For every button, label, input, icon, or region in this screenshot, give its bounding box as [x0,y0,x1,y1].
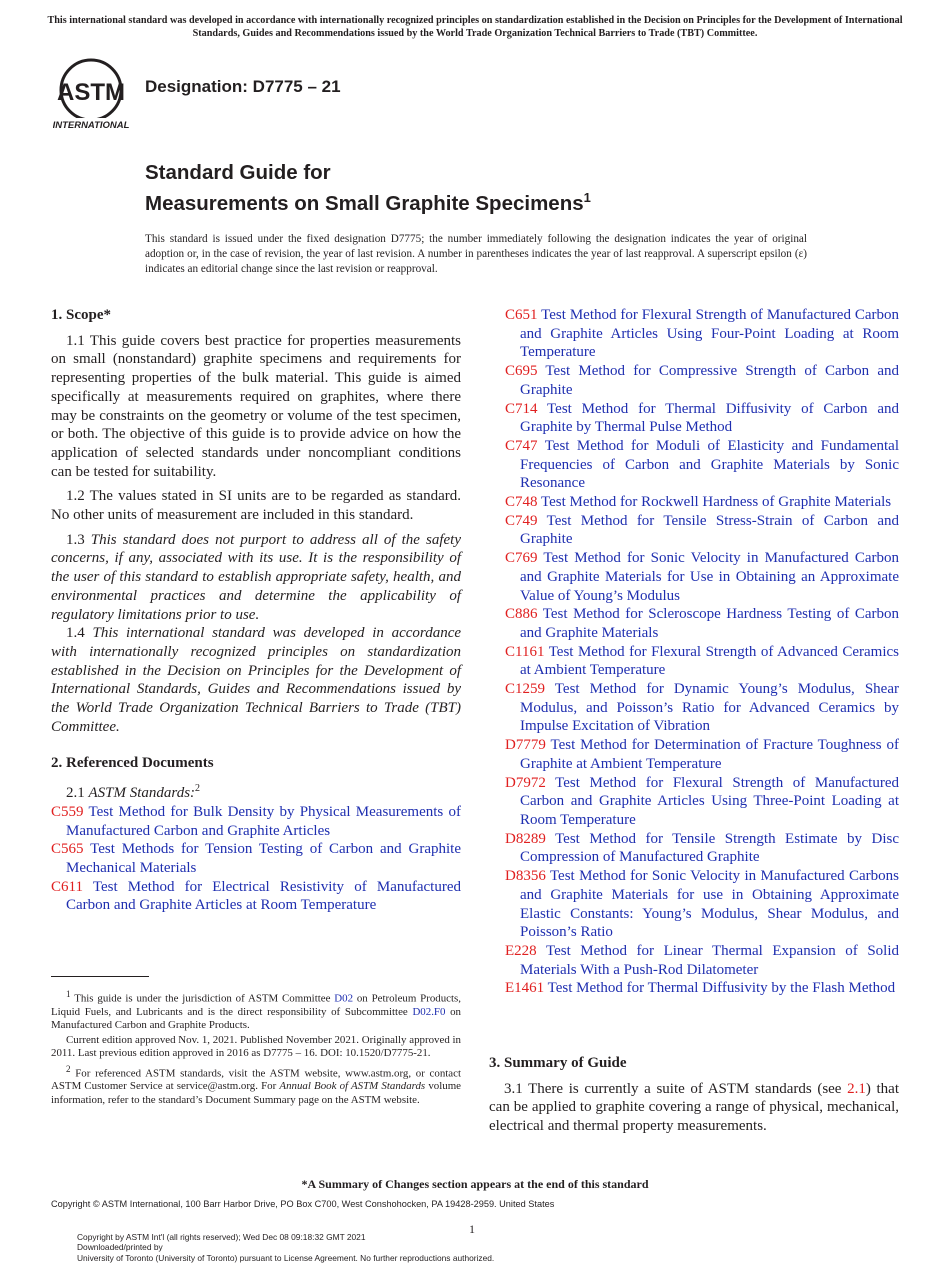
reference-title-link[interactable]: Test Method for Bulk Density by Physical Measurements of Manufactured Carbon and Graphite Articles [66,803,461,839]
reference-code-link[interactable]: C747 [505,437,538,454]
reference-title-link[interactable]: Test Method for Flexural Strength of Manufactured Carbon and Graphite Articles Using Four-Point Loading at Room Temperature [520,307,899,361]
link-d02[interactable]: D02 [334,992,354,1005]
title-line-1: Standard Guide for [145,161,331,184]
footnote-1-text-c: on Manufactured Carbon and Graphite Products. [51,1005,461,1032]
reference-code-link[interactable]: C769 [505,550,538,567]
page-title [145,160,591,216]
scope-1-2: 1.2 The values stated in SI units are to be regarded as standard. No other units of measurement are included in this standard. [51,488,461,524]
referenced-heading: 2. Referenced Documents [51,755,214,772]
reference-code-link[interactable]: D7972 [505,774,546,791]
summary-text-a: 3.1 There is currently a suite of ASTM standards (see [504,1080,848,1097]
reference-item [505,979,899,998]
reference-title-link[interactable]: Test Method for Compressive Strength of Carbon and Graphite [520,363,899,398]
reference-item [505,362,899,399]
copyright-line: Copyright © ASTM International, 100 Barr Harbor Drive, PO Box C700, West Conshohocken, PA 19428-2959. United States [51,1199,555,1209]
reference-item [505,512,899,549]
reference-code-link[interactable]: E1461 [505,980,545,997]
footnote-2 [51,1063,461,1107]
footnotes [51,988,461,1109]
reference-title-link[interactable]: Test Method for Scleroscope Hardness Testing of Carbon and Graphite Materials [520,606,899,641]
footnote-1-text-b: on Petroleum Products, Liquid Fuels, and Lubricants and is the direct responsibility of Subcommittee [51,992,461,1018]
link-d02-f0[interactable]: D02.F0 [412,1005,446,1018]
sub-label: ASTM Standards: [88,785,196,802]
page-number: 1 [469,1222,475,1236]
reference-title-link[interactable]: Test Method for Flexural Strength of Manufactured Carbon and Graphite Articles Using Three-Point Loading at Room Temperature [520,774,899,828]
reference-item [505,680,899,736]
scope-1-3-num: 1.3 [66,531,85,548]
reference-title-link[interactable]: Test Method for Sonic Velocity in Manufactured Carbon and Graphite Materials for Use in Obtaining an Approximate Value of Young’s Modulus [520,550,899,604]
left-column [51,306,461,915]
download-stamp [77,1232,494,1263]
scope-1-3 [51,531,461,625]
reference-code-link[interactable]: C714 [505,400,538,417]
scope-heading: 1. Scope* [51,307,111,323]
footnote-2-text-b: volume information, refer to the standard’s Document Summary page on the ASTM website. [51,1080,461,1106]
reference-title-link[interactable]: Test Method for Tensile Strength Estimate by Disc Compression of Manufactured Graphite [520,830,899,866]
reference-title-link[interactable]: Test Method for Thermal Diffusivity by the Flash Method [547,980,896,997]
reference-code-link[interactable]: C695 [505,363,538,380]
reference-title-link[interactable]: Test Method for Sonic Velocity in Manufactured Carbons and Graphite Materials for use in Obtaining Approximate Elastic Constants: Young’s Modulus, Shear Modulus, and Poisson’s Ratio [520,868,900,941]
footnote-1-text-a: This guide is under the jurisdiction of ASTM Committee [74,992,335,1005]
reference-code-link[interactable]: C748 [505,494,538,511]
right-column [505,306,899,998]
reference-code-link[interactable]: C749 [505,512,538,529]
footnote-2-text-a: For referenced ASTM standards, visit the ASTM website, www.astm.org, or contact ASTM Customer Service at service@astm.org. For [51,1067,461,1093]
footnote-2-italic: Annual Book of ASTM Standards [279,1080,426,1093]
reference-code-link[interactable]: C1259 [505,681,546,698]
reference-item [505,867,899,942]
scope-1-4-text: This international standard was developed in accordance with internationally recognized principles on standardization established in the Decision on Principles for the Development of International Standards, Guides and Recommendations issued by the World Trade Organization Technical Barriers to Trade (TBT) Committee. [51,625,462,735]
reference-item [505,643,899,680]
reference-title-link[interactable]: Test Method for Rockwell Hardness of Graphite Materials [541,494,892,511]
top-note: This international standard was developed in accordance with internationally recognized principles on standardization established in the Decision on Principles for the Development of International Standards, Guides and Recommendations issued by the World Trade Organization Technical Barriers to Trade (TBT) Committee. [47,15,903,39]
reference-item [505,605,899,642]
reference-title-link[interactable]: Test Method for Electrical Resistivity of Manufactured Carbon and Graphite Articles at Room Temperature [66,878,461,914]
footnote-1-mark: 1 [66,989,71,999]
footnote-2-mark: 2 [66,1063,71,1074]
logo-text: ASTM [57,79,125,106]
reference-item [505,942,899,979]
reference-title-link[interactable]: Test Method for Linear Thermal Expansion of Solid Materials With a Push-Rod Dilatometer [520,942,899,978]
reference-title-link[interactable]: Test Method for Moduli of Elasticity and Fundamental Frequencies of Carbon and Graphite Materials by Sonic Resonance [520,437,899,492]
astm-standards-subheading [51,780,461,803]
reference-title-link[interactable]: Test Method for Dynamic Young’s Modulus, Shear Modulus, and Poisson’s Ratio for Advanced Ceramics by Impulse Excitation of Vibration [520,681,899,735]
reference-item [51,803,461,840]
reference-list-left [51,803,461,915]
reference-item [505,774,899,830]
designation: Designation: D7775 – 21 [145,77,341,96]
scope-1-4-num: 1.4 [66,625,85,642]
reference-title-link[interactable]: Test Method for Thermal Diffusivity of Carbon and Graphite by Thermal Pulse Method [520,400,899,436]
reference-code-link[interactable]: E228 [505,942,537,959]
reference-item [505,549,899,605]
reference-list-right [505,306,899,998]
reference-title-link[interactable]: Test Methods for Tension Testing of Carbon and Graphite Mechanical Materials [66,841,461,876]
issue-note: This standard is issued under the fixed designation D7775; the number immediately following the designation indicates the year of original adoption or, in the case of revision, the year of last revision. A number in parentheses indicates the year of last reapproval. A superscript epsilon (ε) indicates an editorial change since the last revision or reapproval. [145,233,807,275]
reference-code-link[interactable]: D8356 [505,868,546,885]
footnote-divider [51,976,149,977]
sub-footnote-mark: 2 [195,783,201,795]
reference-item [505,306,899,362]
reference-code-link[interactable]: C559 [51,803,84,820]
reference-item [505,400,899,437]
stamp-line-2: Downloaded/printed by [77,1242,163,1253]
summary-heading: 3. Summary of Guide [489,1055,627,1071]
reference-code-link[interactable]: D8289 [505,830,546,847]
scope-1-1: 1.1 This guide covers best practice for properties measurements on small (nonstandard) graphite specimens and requirements for representing properties of the bulk material. This guide is aimed specifically at measurements required on graphites, where there may be constraints on the geometry or volume of the test specimen, or both. The objective of this guide is to provide advice on how the application of selected standards under noncompliant conditions can be tested for suitability. [51,332,461,480]
reference-title-link[interactable]: Test Method for Determination of Fracture Toughness of Graphite at Ambient Temperature [520,737,899,772]
reference-title-link[interactable]: Test Method for Flexural Strength of Advanced Ceramics at Ambient Temperature [520,643,899,679]
scope-1-3-text: This standard does not purport to address all of the safety concerns, if any, associated with its use. It is the responsibility of the user of this standard to establish appropriate safety, health, and environmental practices and determine the applicability of regulatory limitations prior to use. [51,531,461,623]
title-footnote-mark: 1 [583,190,591,205]
summary-of-changes-note: *A Summary of Changes section appears at the end of this standard [301,1177,649,1191]
stamp-line-3: University of Toronto (University of Toronto) pursuant to License Agreement. No further reproductions authorized. [77,1252,495,1263]
reference-code-link[interactable]: C1161 [505,643,545,660]
title-line-2: Measurements on Small Graphite Specimens [145,191,584,215]
scope-1-4 [51,624,461,736]
astm-logo-icon [53,56,135,132]
summary-link-2-1[interactable]: 2.1 [847,1080,866,1097]
summary-section [489,1054,899,1142]
reference-title-link[interactable]: Test Method for Tensile Stress-Strain of Carbon and Graphite [520,512,899,548]
reference-item [505,830,899,867]
reference-code-link[interactable]: D7779 [505,737,546,754]
footnote-1 [51,988,461,1032]
reference-item [51,840,461,877]
astm-logo [53,56,135,132]
reference-item [51,878,461,915]
footnote-edition: Current edition approved Nov. 1, 2021. Published November 2021. Originally approved in 2011. Last previous edition approved in 2016 as D7775 – 16. DOI: 10.1520/D7775-21. [51,1034,461,1060]
stamp-line-1: Copyright by ASTM Int'l (all rights reserved); Wed Dec 08 09:18:32 GMT 2021 [77,1232,366,1242]
reference-code-link[interactable]: C611 [51,878,83,895]
summary-3-1 [489,1080,899,1136]
summary-text-b: ) that can be applied to graphite covering a range of physical, mechanical, electrical and thermal property measurements. [489,1080,899,1135]
reference-item [505,493,899,512]
sub-num: 2.1 [66,785,85,802]
reference-code-link[interactable]: C651 [505,307,538,323]
reference-code-link[interactable]: C565 [51,841,84,858]
reference-code-link[interactable]: C886 [505,606,538,623]
logo-subtext: INTERNATIONAL [53,120,130,131]
reference-item [505,437,899,493]
reference-item [505,736,899,773]
